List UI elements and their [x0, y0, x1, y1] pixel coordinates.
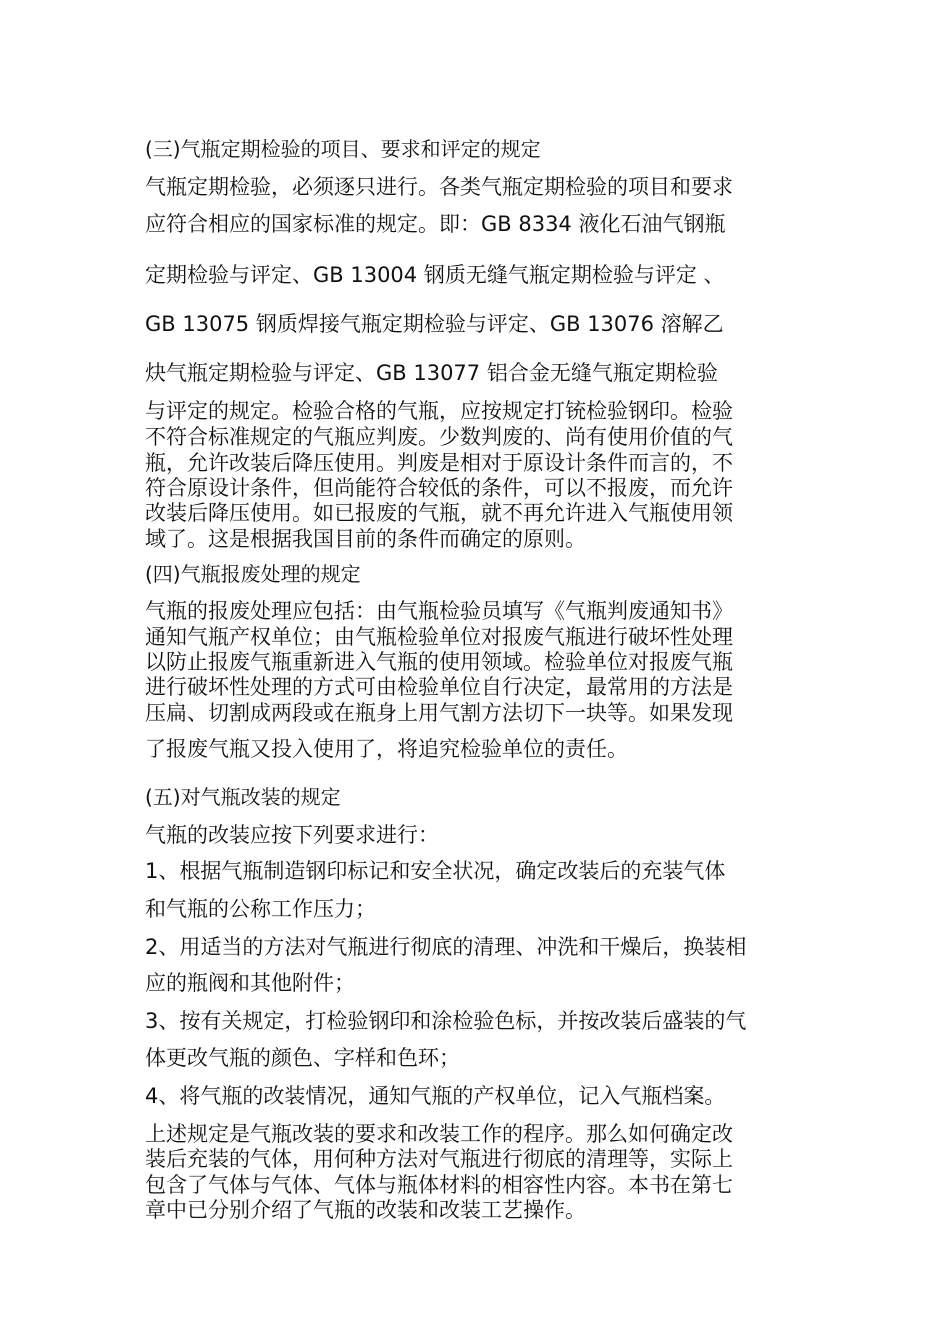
text-line: 域了。这是根据我国目前的条件而确定的原则。: [145, 527, 586, 551]
section5-heading: (五)对气瓶改装的规定: [145, 785, 341, 809]
text-line: GB 13075 钢质焊接气瓶定期检验与评定、GB 13076 溶解乙: [145, 312, 724, 336]
list-item: 1、根据气瓶制造钢印标记和安全状况，确定改装后的充装气体: [145, 859, 726, 883]
text-line: 进行破坏性处理的方式可由检验单位自行决定，最常用的方法是: [145, 675, 733, 699]
text-line: 改装后降压使用。如已报废的气瓶，就不再允许进入气瓶使用领: [145, 501, 733, 525]
text-line: 了报废气瓶又投入使用了，将追究检验单位的责任。: [145, 737, 628, 761]
text-line: 章中已分别介绍了气瓶的改装和改装工艺操作。: [145, 1198, 586, 1222]
text-line: 炔气瓶定期检验与评定、GB 13077 铝合金无缝气瓶定期检验: [145, 361, 718, 385]
text-line: 符合原设计条件，但尚能符合较低的条件，可以不报废，而允许: [145, 476, 733, 500]
text-line: 上述规定是气瓶改装的要求和改装工作的程序。那么如何确定改: [145, 1122, 733, 1146]
list-item: 3、按有关规定，打检验钢印和涂检验色标，并按改装后盛装的气: [145, 1009, 747, 1033]
text-line: 与评定的规定。检验合格的气瓶，应按规定打铳检验钢印。检验: [145, 399, 733, 423]
section3-heading: (三)气瓶定期检验的项目、要求和评定的规定: [145, 137, 541, 161]
text-line: 定期检验与评定、GB 13004 钢质无缝气瓶定期检验与评定 、: [145, 263, 725, 287]
text-line: 装后充装的气体，用何种方法对气瓶进行彻底的清理等，实际上: [145, 1147, 733, 1171]
text-line: 体更改气瓶的颜色、字样和色环；: [145, 1046, 460, 1070]
text-line: 压扁、切割成两段或在瓶身上用气割方法切下一块等。如果发现: [145, 701, 733, 725]
text-line: 气瓶的改装应按下列要求进行：: [145, 823, 439, 847]
text-line: 气瓶定期检验，必须逐只进行。各类气瓶定期检验的项目和要求: [145, 175, 733, 199]
text-line: 包含了气体与气体、气体与瓶体材料的相容性内容。本书在第七: [145, 1173, 733, 1197]
text-line: 不符合标准规定的气瓶应判废。少数判废的、尚有使用价值的气: [145, 425, 733, 449]
text-line: 气瓶的报废处理应包括：由气瓶检验员填写《气瓶判废通知书》: [145, 599, 733, 623]
section4-heading: (四)气瓶报废处理的规定: [145, 562, 361, 586]
text-line: 应符合相应的国家标准的规定。即：GB 8334 液化石油气钢瓶: [145, 212, 726, 236]
text-line: 应的瓶阀和其他附件；: [145, 971, 355, 995]
text-line: 以防止报废气瓶重新进入气瓶的使用领域。检验单位对报废气瓶: [145, 650, 733, 674]
list-item: 2、用适当的方法对气瓶进行彻底的清理、冲洗和干燥后，换装相: [145, 935, 747, 959]
text-line: 和气瓶的公称工作压力；: [145, 897, 376, 921]
text-line: 瓶，允许改装后降压使用。判废是相对于原设计条件而言的，不: [145, 451, 733, 475]
list-item: 4、将气瓶的改装情况，通知气瓶的产权单位，记入气瓶档案。: [145, 1084, 726, 1108]
text-line: 通知气瓶产权单位；由气瓶检验单位对报废气瓶进行破坏性处理: [145, 625, 733, 649]
